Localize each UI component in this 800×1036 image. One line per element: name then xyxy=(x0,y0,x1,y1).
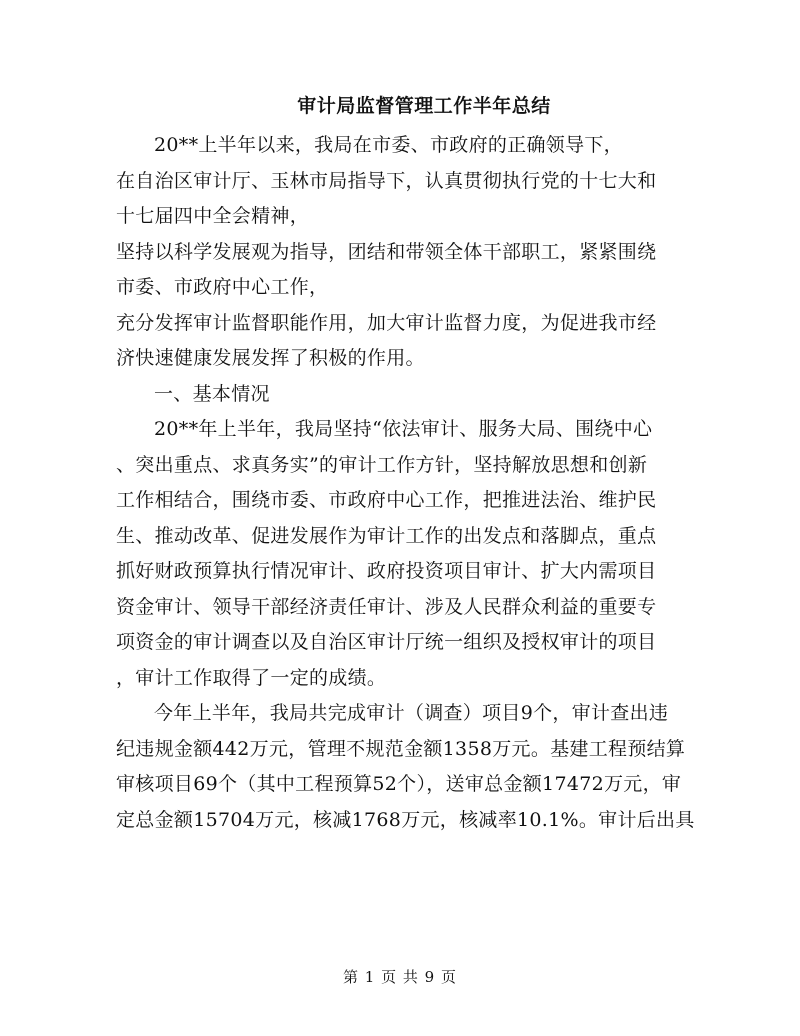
section-heading: 一、基本情况 xyxy=(154,382,270,405)
paragraph-line: 十七届四中全会精神， xyxy=(116,205,310,227)
paragraph-line: 生、推动改革、促进发展作为审计工作的出发点和落脚点，重点 xyxy=(116,524,657,547)
paragraph-line: 充分发挥审计监督职能作用，加大审计监督力度，为促进我市经 xyxy=(116,311,657,334)
paragraph-line: 项资金的审计调查以及自治区审计厅统一组织及授权审计的项目 xyxy=(116,631,657,653)
paragraph-line: 20**上半年以来，我局在市委、市政府的正确领导下， xyxy=(154,134,623,156)
paragraph-line: 20**年上半年，我局坚持“依法审计、服务大局、围绕中心 xyxy=(154,418,653,440)
paragraph-line: 工作相结合，围绕市委、市政府中心工作，把推进法治、维护民 xyxy=(116,489,657,511)
document-title: 审计局监督管理工作半年总结 xyxy=(297,95,551,117)
paragraph-line: 今年上半年，我局共完成审计（调查）项目9个，审计查出违 xyxy=(154,702,669,724)
paragraph-line: ，审计工作取得了一定的成绩。 xyxy=(116,666,387,689)
paragraph-line: 纪违规金额442万元，管理不规范金额1358万元。基建工程预结算 xyxy=(116,737,686,760)
paragraph-line: 坚持以科学发展观为指导，团结和带领全体干部职工，紧紧围绕 xyxy=(116,240,657,263)
paragraph-line: 资金审计、领导干部经济责任审计、涉及人民群众利益的重要专 xyxy=(116,595,657,618)
paragraph-line: 抓好财政预算执行情况审计、政府投资项目审计、扩大内需项目 xyxy=(116,560,657,582)
paragraph-line: 审核项目69个（其中工程预算52个），送审总金额17472万元，审 xyxy=(116,773,682,795)
document-body xyxy=(116,128,696,838)
paragraph-line: 济快速健康发展发挥了积极的作用。 xyxy=(116,347,425,369)
paragraph-line: 、突出重点、求真务实”的审计工作方针，坚持解放思想和创新 xyxy=(116,453,648,476)
paragraph-line: 定总金额15704万元，核减1768万元，核减率10.1%。审计后出具 xyxy=(116,808,695,831)
paragraph-line: 市委、市政府中心工作， xyxy=(116,276,329,298)
paragraph-line: 在自治区审计厅、玉林市局指导下，认真贯彻执行党的十七大和 xyxy=(116,169,657,192)
page-number-footer: 第 1 页 共 9 页 xyxy=(343,968,457,986)
